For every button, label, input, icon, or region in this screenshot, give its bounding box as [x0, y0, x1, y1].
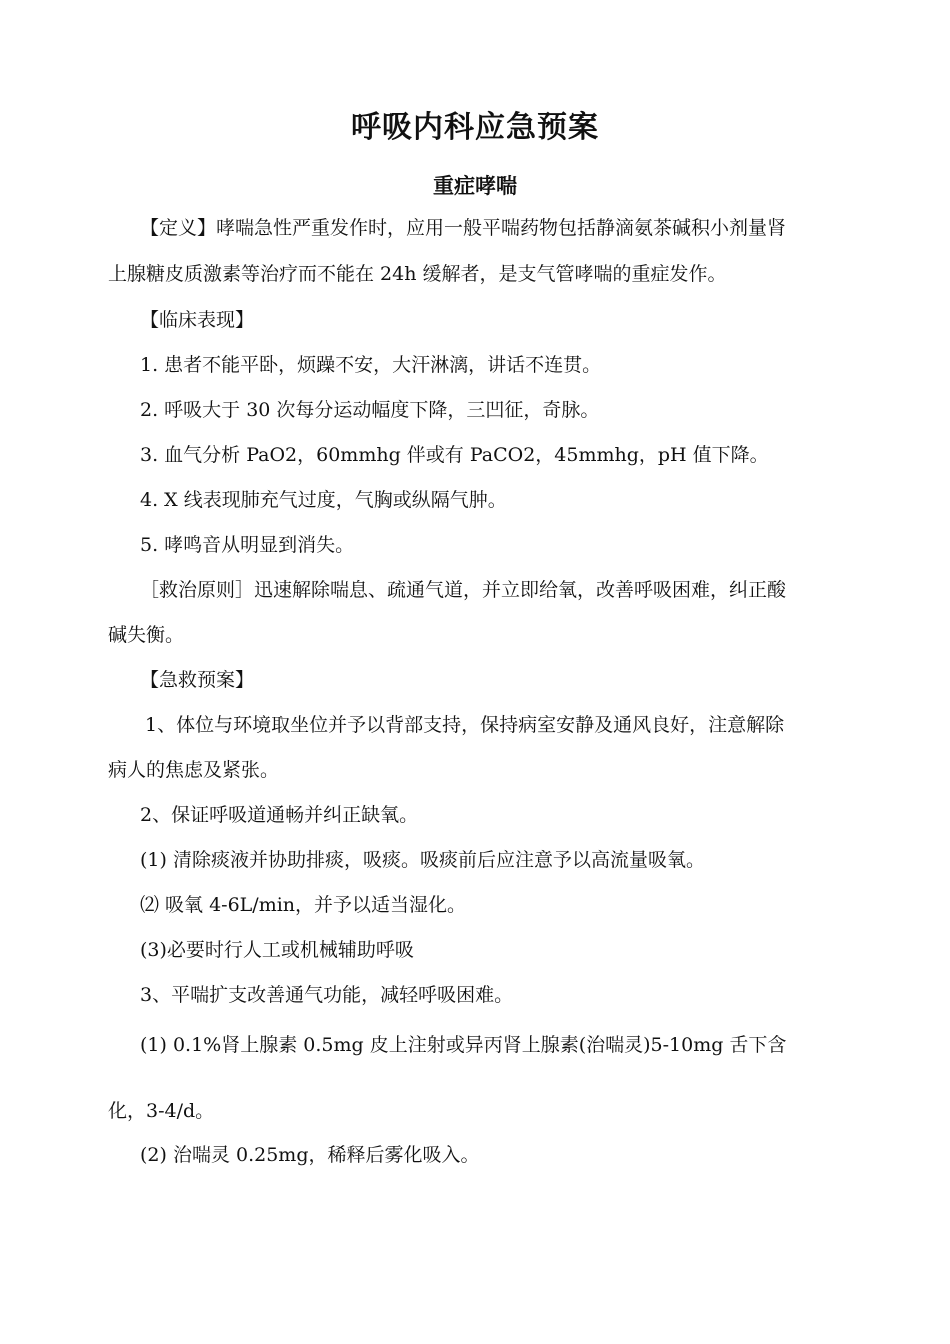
emergency-p2-a: (1) 清除痰液并协助排痰，吸痰。吸痰前后应注意予以高流量吸氧。	[140, 849, 705, 871]
principle-line-1: ［救治原则］迅速解除喘息、疏通气道，并立即给氧，改善呼吸困难，纠正酸	[140, 579, 787, 601]
section-subtitle: 重症哮喘	[433, 173, 517, 198]
emergency-p2-b: ⑵ 吸氧 4-6L/min，并予以适当湿化。	[140, 894, 467, 916]
definition-line-2: 上腺糖皮质激素等治疗而不能在 24h 缓解者，是支气管哮喘的重症发作。	[108, 263, 727, 285]
emergency-p3-a-line-2: 化，3-4/d。	[108, 1100, 215, 1122]
emergency-p3: 3、平喘扩支改善通气功能，减轻呼吸困难。	[140, 984, 514, 1006]
emergency-p2-c: (3)必要时行人工或机械辅助呼吸	[140, 939, 414, 961]
document-title: 呼吸内科应急预案	[351, 110, 599, 145]
emergency-p1-line-1: 1、体位与环境取坐位并予以背部支持，保持病室安静及通风良好，注意解除	[145, 714, 785, 736]
clinical-heading: 【临床表现】	[140, 309, 255, 331]
emergency-p1-line-2: 病人的焦虑及紧张。	[108, 759, 280, 781]
principle-line-2: 碱失衡。	[108, 624, 185, 646]
emergency-p3-b: (2) 治喘灵 0.25mg，稀释后雾化吸入。	[140, 1144, 480, 1166]
clinical-item-2: 2. 呼吸大于 30 次每分运动幅度下降，三凹征，奇脉。	[140, 399, 600, 421]
clinical-item-5: 5. 哮鸣音从明显到消失。	[140, 534, 355, 556]
definition-line-1: 【定义】哮喘急性严重发作时，应用一般平喘药物包括静滴氨茶碱积小剂量肾	[140, 217, 787, 239]
clinical-item-4: 4. X 线表现肺充气过度，气胸或纵隔气肿。	[140, 489, 507, 511]
emergency-heading: 【急救预案】	[140, 669, 255, 691]
clinical-item-3: 3. 血气分析 PaO2，60mmhg 伴或有 PaCO2，45mmhg，pH 值下降。	[140, 444, 769, 466]
emergency-p2: 2、保证呼吸道通畅并纠正缺氧。	[140, 804, 419, 826]
emergency-p3-a-line-1: (1) 0.1%肾上腺素 0.5mg 皮上注射或异丙肾上腺素(治喘灵)5-10mg 舌下含	[140, 1034, 787, 1056]
clinical-item-1: 1. 患者不能平卧，烦躁不安，大汗淋漓，讲话不连贯。	[140, 354, 602, 376]
